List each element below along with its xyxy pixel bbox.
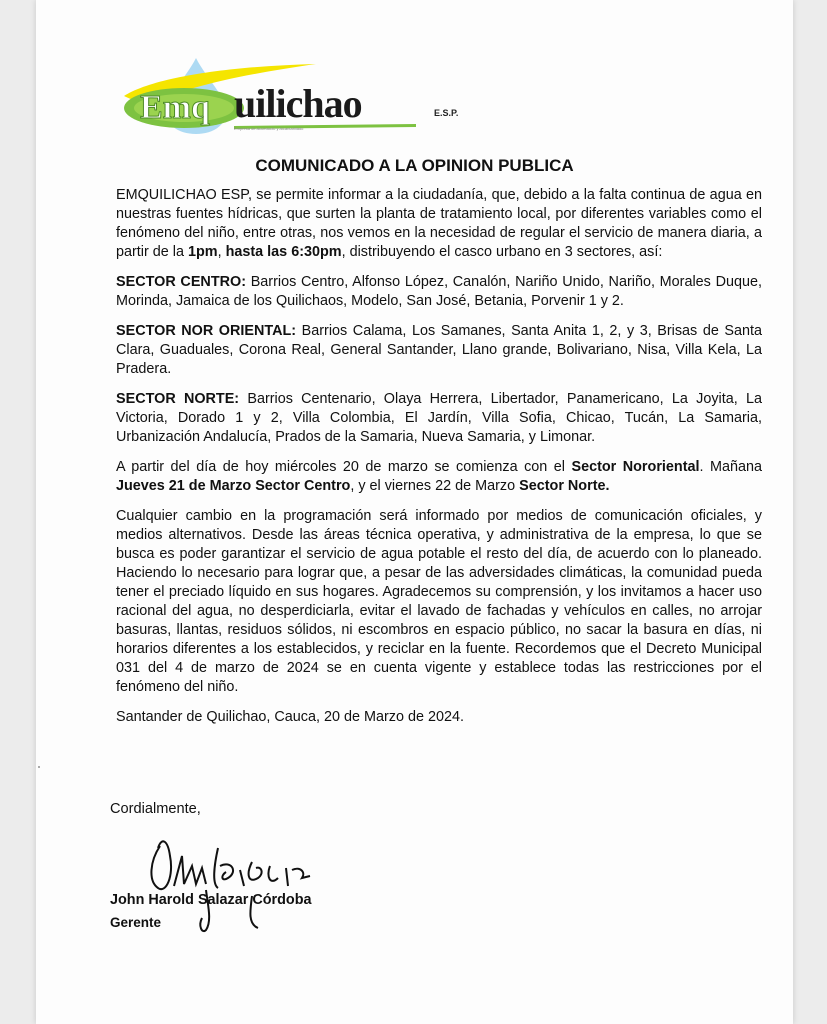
logo-name: uilichao bbox=[234, 81, 362, 126]
signer-role: Gerente bbox=[110, 915, 162, 930]
logo-tagline: Empresa de Acueducto y Alcantarillado bbox=[234, 126, 304, 131]
schedule-paragraph: A partir del día de hoy miércoles 20 de marzo se comienza con el Sector Nororiental. Mañana Jueves 21 de Marzo Sector Centro, y el viernes 22 de Marzo Sector Norte. bbox=[116, 459, 762, 494]
sector-norte-label: SECTOR NORTE: bbox=[116, 391, 240, 407]
intro-paragraph: EMQUILICHAO ESP, se permite informar a la ciudadanía, que, debido a la falta continua de agua en nuestras fuentes hídricas, que surten la planta de tratamiento local, por diferentes variables como el fenómeno del niño, entre otras, nos vemos en la necesidad de regular el servicio de manera diaria, a partir de la 1pm, hasta las 6:30pm, distribuyendo el casco urbano en 3 sectores, así: bbox=[116, 187, 762, 260]
sector-centro-paragraph: SECTOR CENTRO: Barrios Centro, Alfonso López, Canalón, Nariño Unido, Nariño, Morales Duque, Morinda, Jamaica de los Quilichaos, Modelo, San José, Betania, Porvenir 1 y 2. bbox=[116, 274, 762, 309]
signer-name: John Harold Salazar Córdoba bbox=[110, 892, 312, 908]
scan-speck bbox=[38, 766, 40, 768]
logo-prefix: Emq bbox=[140, 89, 210, 126]
sector-centro-label: SECTOR CENTRO: bbox=[116, 274, 246, 290]
company-logo bbox=[116, 56, 476, 134]
changes-paragraph: Cualquier cambio en la programación será informado por medios de comunicación oficiales, y medios alternativos. Desde las áreas técnica operativa, y administrativa de la empresa, lo que se busca es poder garantizar el servicio de agua potable el resto del día, de acuerdo con lo planeado. Haciendo lo necesario para lograr que, a pesar de las adversidades climáticas, la comunidad pueda tener el preciado líquido en sus hogares. Agradecemos su comprensión, y los invitamos a hacer uso racional del agua, no desperdiciarla, evitar el lavado de fachadas y vehículos en calles, no arrojar basuras, llantas, residuos sólidos, ni escombros en espacio público, no sacar la basura en días, ni horarios diferentes a los establecidos, y reciclar en la fuente. Recordemos que el Decreto Municipal 031 del 4 de marzo de 2024 se en cuenta vigente y establece todas las restricciones por el fenómeno del niño. bbox=[116, 508, 762, 695]
document-title: COMUNICADO A LA OPINION PUBLICA bbox=[255, 156, 574, 175]
sector-nororiental-label: SECTOR NOR ORIENTAL: bbox=[116, 323, 297, 339]
sector-nororiental-paragraph: SECTOR NOR ORIENTAL: Barrios Calama, Los Samanes, Santa Anita 1, 2, y 3, Brisas de Santa Clara, Guaduales, Corona Real, General Santander, Llano grande, Bolivariano, Nisa, Villa Kela, La Pradera. bbox=[116, 323, 762, 377]
handwritten-signature bbox=[140, 826, 360, 941]
sector-norte-paragraph: SECTOR NORTE: Barrios Centenario, Olaya Herrera, Libertador, Panamericano, La Joyita, La Victoria, Dorado 1 y 2, Villa Colombia, El Jardín, Villa Sofia, Chicao, Tucán, La Samaria, Urbanización Andalucía, Prados de la Samaria, Nueva Samaria, y Limonar. bbox=[116, 391, 762, 445]
document-body bbox=[116, 186, 762, 738]
closing-salutation: Cordialmente, bbox=[110, 801, 201, 817]
document-page bbox=[36, 0, 793, 1024]
logo-suffix: E.S.P. bbox=[434, 108, 459, 118]
place-date: Santander de Quilichao, Cauca, 20 de Marzo de 2024. bbox=[116, 709, 465, 725]
